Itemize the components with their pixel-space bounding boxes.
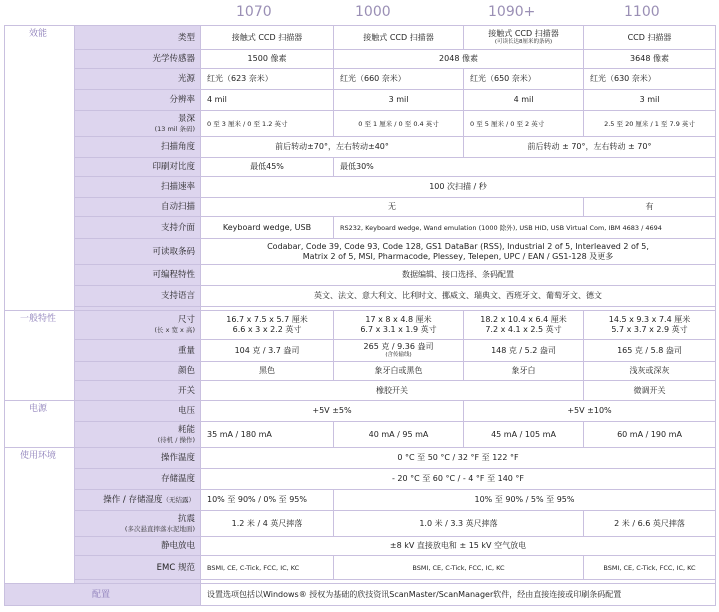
contrast-1070: 最低45% — [201, 158, 334, 177]
section-power: 电源 — [5, 401, 75, 448]
section-config: 配置 — [5, 584, 201, 606]
row-auto — [5, 198, 716, 217]
symbologies-all: Codabar, Code 39, Code 93, Code 128, GS1 DataBar (RSS), Industrial 2 of 5, Interleaved 2 of 5, Matrix 2 of 5, MSI, Pharmacode, Plessey, Telepen, UPC / EAN / GS1-128 及更多 — [201, 239, 716, 265]
rate-all: 100 次扫描 / 秒 — [201, 177, 716, 198]
light-1000: 红光（660 奈米） — [334, 69, 464, 90]
emc-1070: BSMI, CE, C-Tick, FCC, IC, KC — [201, 556, 334, 580]
consumption-1070: 35 mA / 180 mA — [201, 422, 334, 448]
resolution-1090: 4 mil — [464, 90, 584, 111]
row-config — [5, 584, 716, 606]
spec-table — [4, 25, 716, 606]
shock-1000-1090: 1.0 米 / 3.3 英尺摔落 — [334, 511, 584, 537]
label-esd: 静电放电 — [75, 537, 201, 556]
label-consumption: 耗能 (待机 / 操作) — [75, 422, 201, 448]
label-resolution: 分辨率 — [75, 90, 201, 111]
emc-1100: BSMI, CE, C-Tick, FCC, IC, KC — [584, 556, 716, 580]
angle-1090-1100: 前后转动 ± 70°，左右转动 ± 70° — [464, 137, 716, 158]
row-switch — [5, 381, 716, 401]
weight-1090: 148 克 / 5.2 盎司 — [464, 340, 584, 362]
color-1000: 象牙白或黑色 — [334, 362, 464, 381]
esd-all: ±8 kV 直接放电和 ± 15 kV 空气放电 — [201, 537, 716, 556]
row-angle — [5, 137, 716, 158]
auto-1100: 有 — [584, 198, 716, 217]
label-light: 光源 — [75, 69, 201, 90]
row-sensor — [5, 50, 716, 69]
label-auto: 自动扫描 — [75, 198, 201, 217]
row-humidity — [5, 490, 716, 511]
label-color: 颜色 — [75, 362, 201, 381]
model-1000-heading: 1000 — [355, 4, 391, 20]
label-emc: EMC 规范 — [75, 556, 201, 580]
auto-1070-1090: 无 — [201, 198, 584, 217]
row-symbologies — [5, 239, 716, 265]
type-1100: CCD 扫描器 — [584, 26, 716, 50]
row-depth — [5, 111, 716, 137]
row-light — [5, 69, 716, 90]
weight-1100: 165 克 / 5.8 盎司 — [584, 340, 716, 362]
section-environment: 使用环境 — [5, 448, 75, 584]
label-sensor: 光学传感器 — [75, 50, 201, 69]
row-color — [5, 362, 716, 381]
label-weight: 重量 — [75, 340, 201, 362]
row-interface — [5, 217, 716, 239]
resolution-1100: 3 mil — [584, 90, 716, 111]
label-shock: 抗震 (多次悬直摔落水泥地面) — [75, 511, 201, 537]
row-contrast — [5, 158, 716, 177]
row-esd — [5, 537, 716, 556]
label-programmable: 可编程特性 — [75, 265, 201, 286]
light-1100: 红光（630 奈米） — [584, 69, 716, 90]
resolution-1000: 3 mil — [334, 90, 464, 111]
row-consumption — [5, 422, 716, 448]
row-weight — [5, 340, 716, 362]
label-contrast: 印刷对比度 — [75, 158, 201, 177]
size-1100: 14.5 x 9.3 x 7.4 厘米 5.7 x 3.7 x 2.9 英寸 — [584, 311, 716, 340]
storage-temp-all: - 20 °C 至 60 °C / - 4 °F 至 140 °F — [201, 469, 716, 490]
label-size: 尺寸 (长 x 宽 x 高) — [75, 311, 201, 340]
size-1090: 18.2 x 10.4 x 6.4 厘米 7.2 x 4.1 x 2.5 英寸 — [464, 311, 584, 340]
label-angle: 扫描角度 — [75, 137, 201, 158]
row-languages — [5, 286, 716, 307]
label-voltage: 电压 — [75, 401, 201, 422]
label-symbologies: 可读取条码 — [75, 239, 201, 265]
humidity-1070: 10% 至 90% / 0% 至 95% — [201, 490, 334, 511]
resolution-1070: 4 mil — [201, 90, 334, 111]
row-programmable — [5, 265, 716, 286]
type-1000: 接触式 CCD 扫描器 — [334, 26, 464, 50]
switch-1070-1090: 橡胶开关 — [201, 381, 584, 401]
row-resolution — [5, 90, 716, 111]
row-emc — [5, 556, 716, 580]
consumption-1000: 40 mA / 95 mA — [334, 422, 464, 448]
model-1070-heading: 1070 — [236, 4, 272, 20]
config-text: 设置选项包括以Windows® 授权为基础的欣技资讯ScanMaster/ScanManager软件，经由直接连接或印刷条码配置 — [201, 584, 716, 606]
row-voltage — [5, 401, 716, 422]
row-rate — [5, 177, 716, 198]
type-1070: 接触式 CCD 扫描器 — [201, 26, 334, 50]
type-1090: 接触式 CCD 扫描器 (可读长达8厘米的条码) — [464, 26, 584, 50]
size-1070: 16.7 x 7.5 x 5.7 厘米 6.6 x 3 x 2.2 英寸 — [201, 311, 334, 340]
voltage-1070-1000: +5V ±5% — [201, 401, 464, 422]
emc-1000-1090: BSMI, CE, C-Tick, FCC, IC, KC — [334, 556, 584, 580]
light-1070: 红光（623 奈米） — [201, 69, 334, 90]
shock-1070: 1.2 米 / 4 英尺摔落 — [201, 511, 334, 537]
row-op-temp — [5, 448, 716, 469]
label-interface: 支持介面 — [75, 217, 201, 239]
row-storage-temp — [5, 469, 716, 490]
weight-1000: 265 克 / 9.36 盎司 (含传输线) — [334, 340, 464, 362]
label-switch: 开关 — [75, 381, 201, 401]
consumption-1100: 60 mA / 190 mA — [584, 422, 716, 448]
voltage-1090-1100: +5V ±10% — [464, 401, 716, 422]
depth-1100: 2.5 至 20 厘米 / 1 至 7.9 英寸 — [584, 111, 716, 137]
section-performance: 效能 — [5, 26, 75, 311]
label-depth: 景深 (13 mil 条码) — [75, 111, 201, 137]
row-shock — [5, 511, 716, 537]
switch-1100: 微调开关 — [584, 381, 716, 401]
languages-all: 英文、法文、意大利文、比利时文、挪威文、瑞典文、西班牙文、葡萄牙文、德文 — [201, 286, 716, 307]
light-1090: 红光（650 奈米） — [464, 69, 584, 90]
label-op-temp: 操作温度 — [75, 448, 201, 469]
sensor-1000-1090: 2048 像素 — [334, 50, 584, 69]
model-1090-heading: 1090+ — [488, 4, 536, 20]
sensor-1100: 3648 像素 — [584, 50, 716, 69]
depth-1090: 0 至 5 厘米 / 0 至 2 英寸 — [464, 111, 584, 137]
color-1070: 黑色 — [201, 362, 334, 381]
model-1100-heading: 1100 — [624, 4, 660, 20]
contrast-1000-1100: 最低30% — [334, 158, 716, 177]
size-1000: 17 x 8 x 4.8 厘米 6.7 x 3.1 x 1.9 英寸 — [334, 311, 464, 340]
interface-1070: Keyboard wedge, USB — [201, 217, 334, 239]
shock-1100: 2 米 / 6.6 英尺摔落 — [584, 511, 716, 537]
humidity-1000-1100: 10% 至 90% / 5% 至 95% — [334, 490, 716, 511]
model-header — [0, 0, 719, 24]
interface-1000-1100: RS232, Keyboard wedge, Wand emulation (1000 除外), USB HID, USB Virtual Com, IBM 4683 / 4694 — [334, 217, 716, 239]
label-languages: 支持语言 — [75, 286, 201, 307]
angle-1070-1000: 前后转动±70°，左右转动±40° — [201, 137, 464, 158]
color-1100: 浅灰或深灰 — [584, 362, 716, 381]
sensor-1070: 1500 像素 — [201, 50, 334, 69]
color-1090: 象牙白 — [464, 362, 584, 381]
depth-1070: 0 至 3 厘米 / 0 至 1.2 英寸 — [201, 111, 334, 137]
depth-1000: 0 至 1 厘米 / 0 至 0.4 英寸 — [334, 111, 464, 137]
label-rate: 扫描速率 — [75, 177, 201, 198]
consumption-1090: 45 mA / 105 mA — [464, 422, 584, 448]
label-humidity: 操作 / 存储湿度（无结露） — [75, 490, 201, 511]
label-type: 类型 — [75, 26, 201, 50]
row-size — [5, 311, 716, 340]
label-storage-temp: 存储温度 — [75, 469, 201, 490]
programmable-all: 数据编辑、接口选择、条码配置 — [201, 265, 716, 286]
weight-1070: 104 克 / 3.7 盎司 — [201, 340, 334, 362]
row-type — [5, 26, 716, 50]
op-temp-all: 0 °C 至 50 °C / 32 °F 至 122 °F — [201, 448, 716, 469]
section-general: 一般特性 — [5, 311, 75, 401]
